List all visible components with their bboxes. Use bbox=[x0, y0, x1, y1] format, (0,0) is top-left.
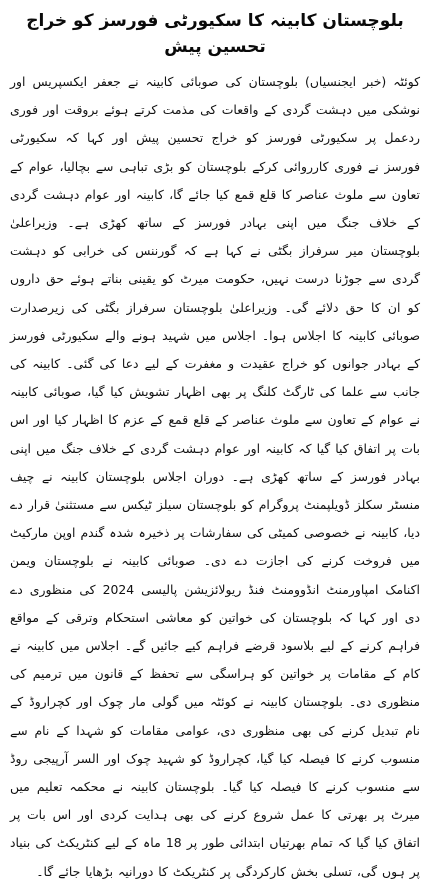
article-body-paragraph: کوئٹہ (خبر ایجنسیاں) بلوچستان کی صوبائی کابینہ نے جعفر ایکسپریس اور نوشکی میں دہشت گردی کے واقعات کی مذمت کرتے ہوئے بروقت اور فوری ردعمل پر سکیورٹی فورسز کو خراج تحسین پیش اور کہا کہ سکیورٹی فورسز نے فوری کارروائی کرکے بلوچستان کو بڑی تباہی سے بچالیا، عوام کے تعاون سے ملوث عناصر کا قلع قمع کیا جائے گا، کابینہ اور عوام دہشت گردی کے خلاف جنگ میں اپنی بہادر فورسز کے ساتھ کھڑی ہے۔ وزیراعلیٰ بلوچستان میر سرفراز بگٹی نے کہا ہے کہ گورننس کی خرابی کو دہشت گردی سے جوڑنا درست نہیں، حکومت میرٹ کو یقینی بناتے ہوئے حق داروں کو ان کا حق دلائے گی۔ وزیراعلیٰ بلوچستان سرفراز بگٹی کی زیرصدارت صوبائی کابینہ کا اجلاس ہوا۔ اجلاس میں شہید ہونے والے سکیورٹی فورسز کے بہادر جوانوں کو خراج عقیدت و مغفرت کے لیے دعا کی گئی۔ کابینہ کی جانب سے علما کی ٹارگٹ کلنگ پر بھی اظہار تشویش کیا گیا، صوبائی کابینہ نے عوام کے تعاون سے ملوث عناصر کے قلع قمع کے عزم کا اظہار کیا اور اس بات پر اتفاق کیا گیا کہ کابینہ اور عوام دہشت گردی کے خلاف جنگ میں اپنی بہادر فورسز کے ساتھ کھڑی ہے۔ دوران اجلاس بلوچستان کابینہ نے چیف منسٹر سکلز ڈویلپمنٹ پروگرام کو بلوچستان سیلز ٹیکس سے مستثنیٰ قرار دے دیا، کابینہ نے خصوصی کمیٹی کی سفارشات پر ذخیرہ شدہ گندم اوپن مارکیٹ میں فروخت کرنے کی اجازت دے دی۔ صوبائی کابینہ نے بلوچستان ویمن اکنامک امپاورمنٹ انڈوومنٹ فنڈ ریولائزیشن پالیسی 2024 کی منظوری دے دی اور کہا کہ بلوچستان کی خواتین کو معاشی استحکام وترقی کے مواقع فراہم کرنے کے لیے بلاسود قرضے فراہم کیے جائیں گے۔ اجلاس میں کابینہ نے کام کے مقامات پر خواتین کو ہراسگی سے تحفظ کے قانون میں ترمیم کی منظوری دی۔ بلوچستان کابینہ نے کوئٹہ میں گولی مار چوک اور کچراروڈ کے نام تبدیل کرنے کی بھی منظوری دی، عوامی مقامات کو شہدا کے نام سے منسوب کرنے کا فیصلہ کیا گیا، کچراروڈ کو شہید چوک اور السر آرپیجی روڈ سے منسوب کرنے کا فیصلہ کیا گیا۔ بلوچستان کابینہ نے محکمہ تعلیم میں میرٹ پر بھرتی کا عمل شروع کرنے کی بھی ہدایت کردی اور اس بات پر اتفاق کیا گیا کہ تمام بھرتیاں ابتدائی طور پر 18 ماہ کے لیے کنٹریکٹ کی بنیاد پر ہوں گی، تسلی بخش کارکردگی پر کنٹریکٹ کا دورانیہ بڑھایا جائے گا۔ bbox=[10, 74, 420, 879]
article-headline: بلوچستان کابینہ کا سکیورٹی فورسز کو خراج تحسین پیش bbox=[26, 11, 404, 57]
